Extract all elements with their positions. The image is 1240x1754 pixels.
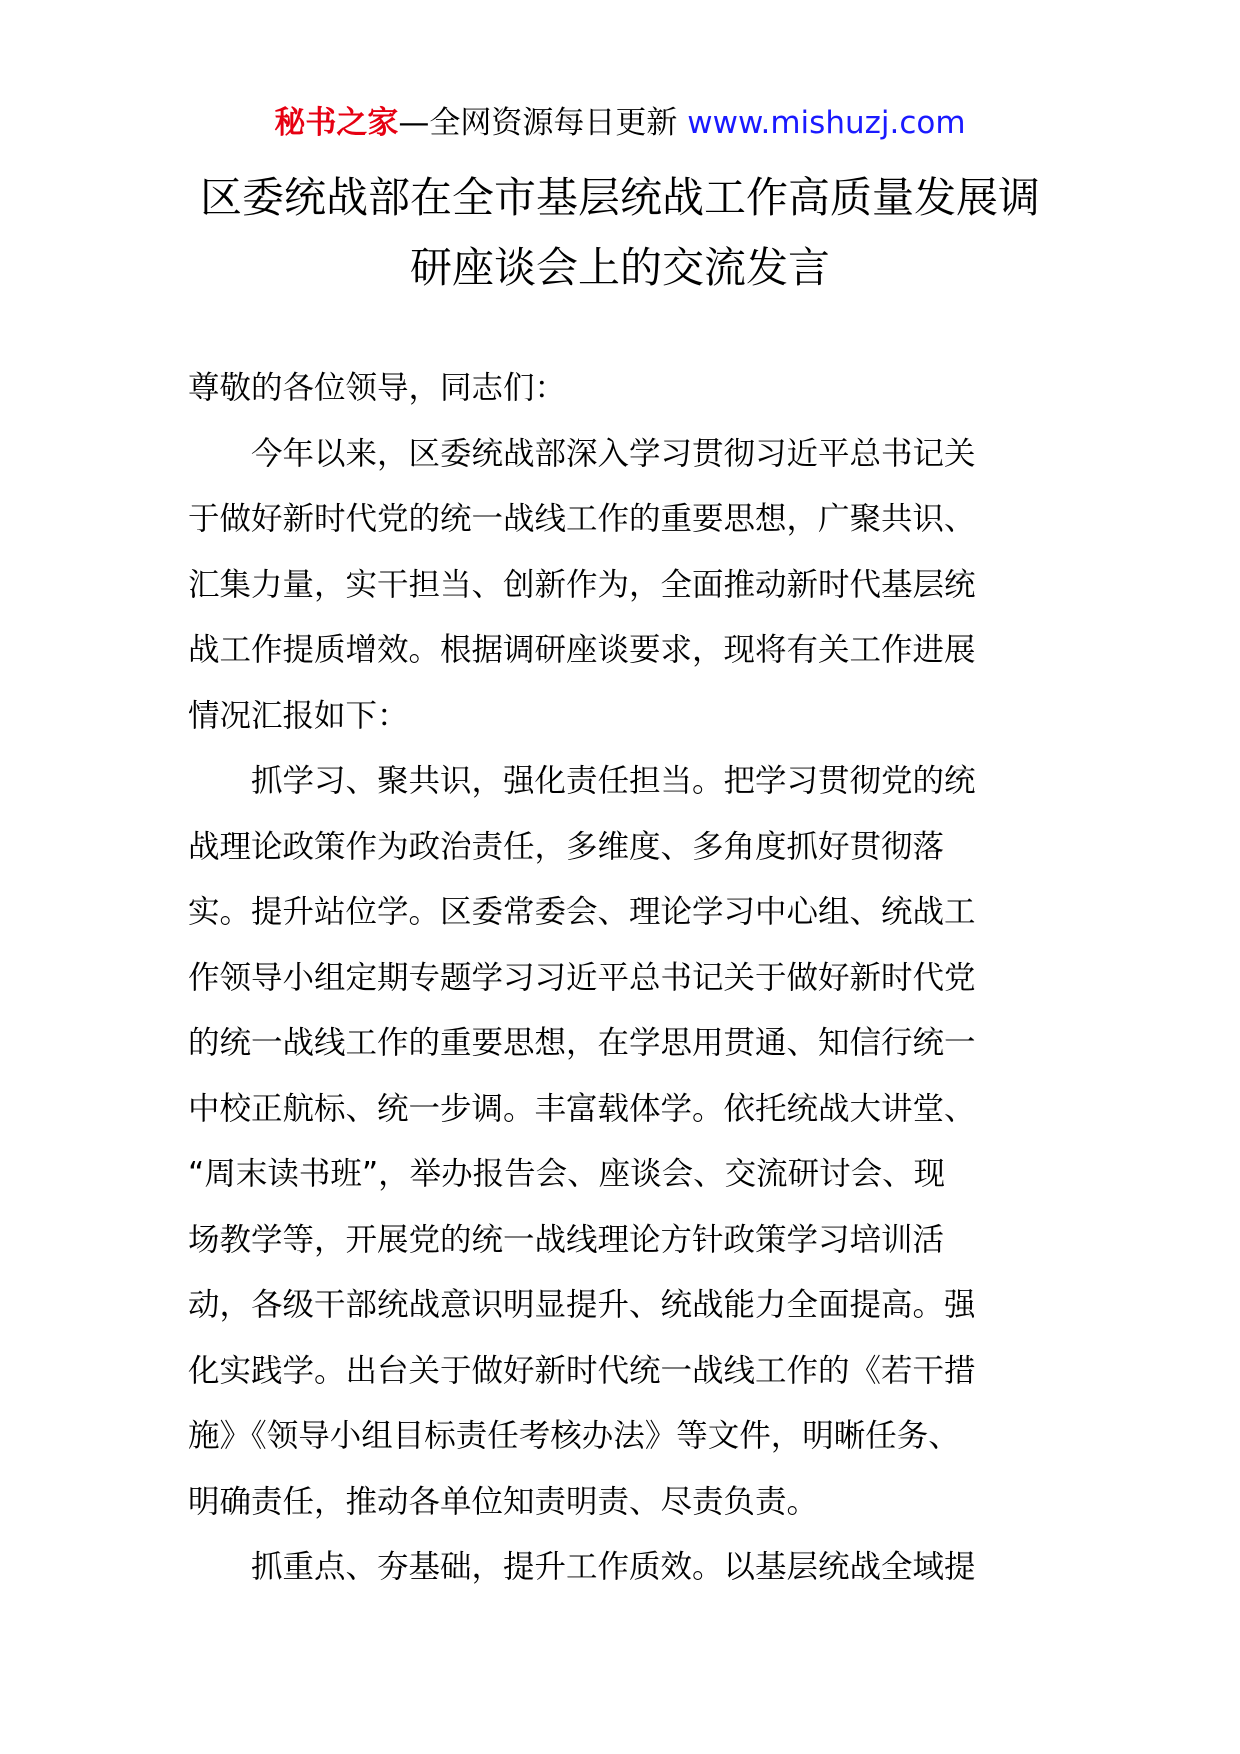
title-line-2: 研座谈会上的交流发言 — [409, 243, 830, 292]
paragraph-1-line: 情况汇报如下： — [188, 697, 409, 734]
document-title — [170, 163, 1070, 303]
paragraph-2-line: 动，各级干部统战意识明显提升、统战能力全面提高。强 — [188, 1287, 976, 1323]
paragraph-2-line: 作领导小组定期专题学习习近平总书记关于做好新时代党 — [188, 959, 976, 996]
title-line-1: 区委统战部在全市基层统战工作高质量发展调 — [199, 173, 1040, 222]
paragraph-2-line: 中校正航标、统一步调。丰富载体学。依托统战大讲堂、 — [188, 1090, 976, 1127]
paragraph-2-line: 战理论政策作为政治责任，多维度、多角度抓好贯彻落 — [188, 828, 945, 865]
paragraph-2-line: 施》《领导小组目标责任考核办法》等文件，明晰任务、 — [188, 1418, 960, 1454]
paragraph-1-line: 于做好新时代党的统一战线工作的重要思想，广聚共识、 — [188, 501, 976, 537]
brand-name: 秘书之家 — [274, 105, 399, 141]
paragraph-2-line: 场教学等，开展党的统一战线理论方针政策学习培训活 — [188, 1221, 945, 1258]
salutation: 尊敬的各位领导，同志们： — [188, 370, 567, 406]
paragraph-2-line: 的统一战线工作的重要思想，在学思用贯通、知信行统一 — [188, 1025, 976, 1061]
paragraph-2-line: 实。提升站位学。区委常委会、理论学习中心组、统战工 — [188, 894, 976, 930]
paragraph-2-line: 明确责任，推动各单位知责明责、尽责负责。 — [188, 1483, 819, 1520]
document-body — [188, 356, 1068, 1601]
paragraph-2-line: 化实践学。出台关于做好新时代统一战线工作的《若干措 — [188, 1352, 976, 1389]
watermark-header — [0, 100, 1240, 146]
paragraph-2-line: 抓学习、聚共识，强化责任担当。把学习贯彻党的统 — [251, 763, 976, 799]
paragraph-1-line: 今年以来，区委统战部深入学习贯彻习近平总书记关 — [251, 435, 976, 472]
paragraph-1-line: 战工作提质增效。根据调研座谈要求，现将有关工作进展 — [188, 632, 976, 668]
paragraph-1-line: 汇集力量，实干担当、创新作为，全面推动新时代基层统 — [188, 566, 976, 603]
header-tagline: —全网资源每日更新 — [398, 105, 688, 141]
site-url-link[interactable]: www.mishuzj.com — [687, 105, 966, 141]
paragraph-2-line: “周末读书班”，举办报告会、座谈会、交流研讨会、现 — [188, 1156, 946, 1192]
paragraph-3-line: 抓重点、夯基础，提升工作质效。以基层统战全域提 — [251, 1549, 976, 1585]
